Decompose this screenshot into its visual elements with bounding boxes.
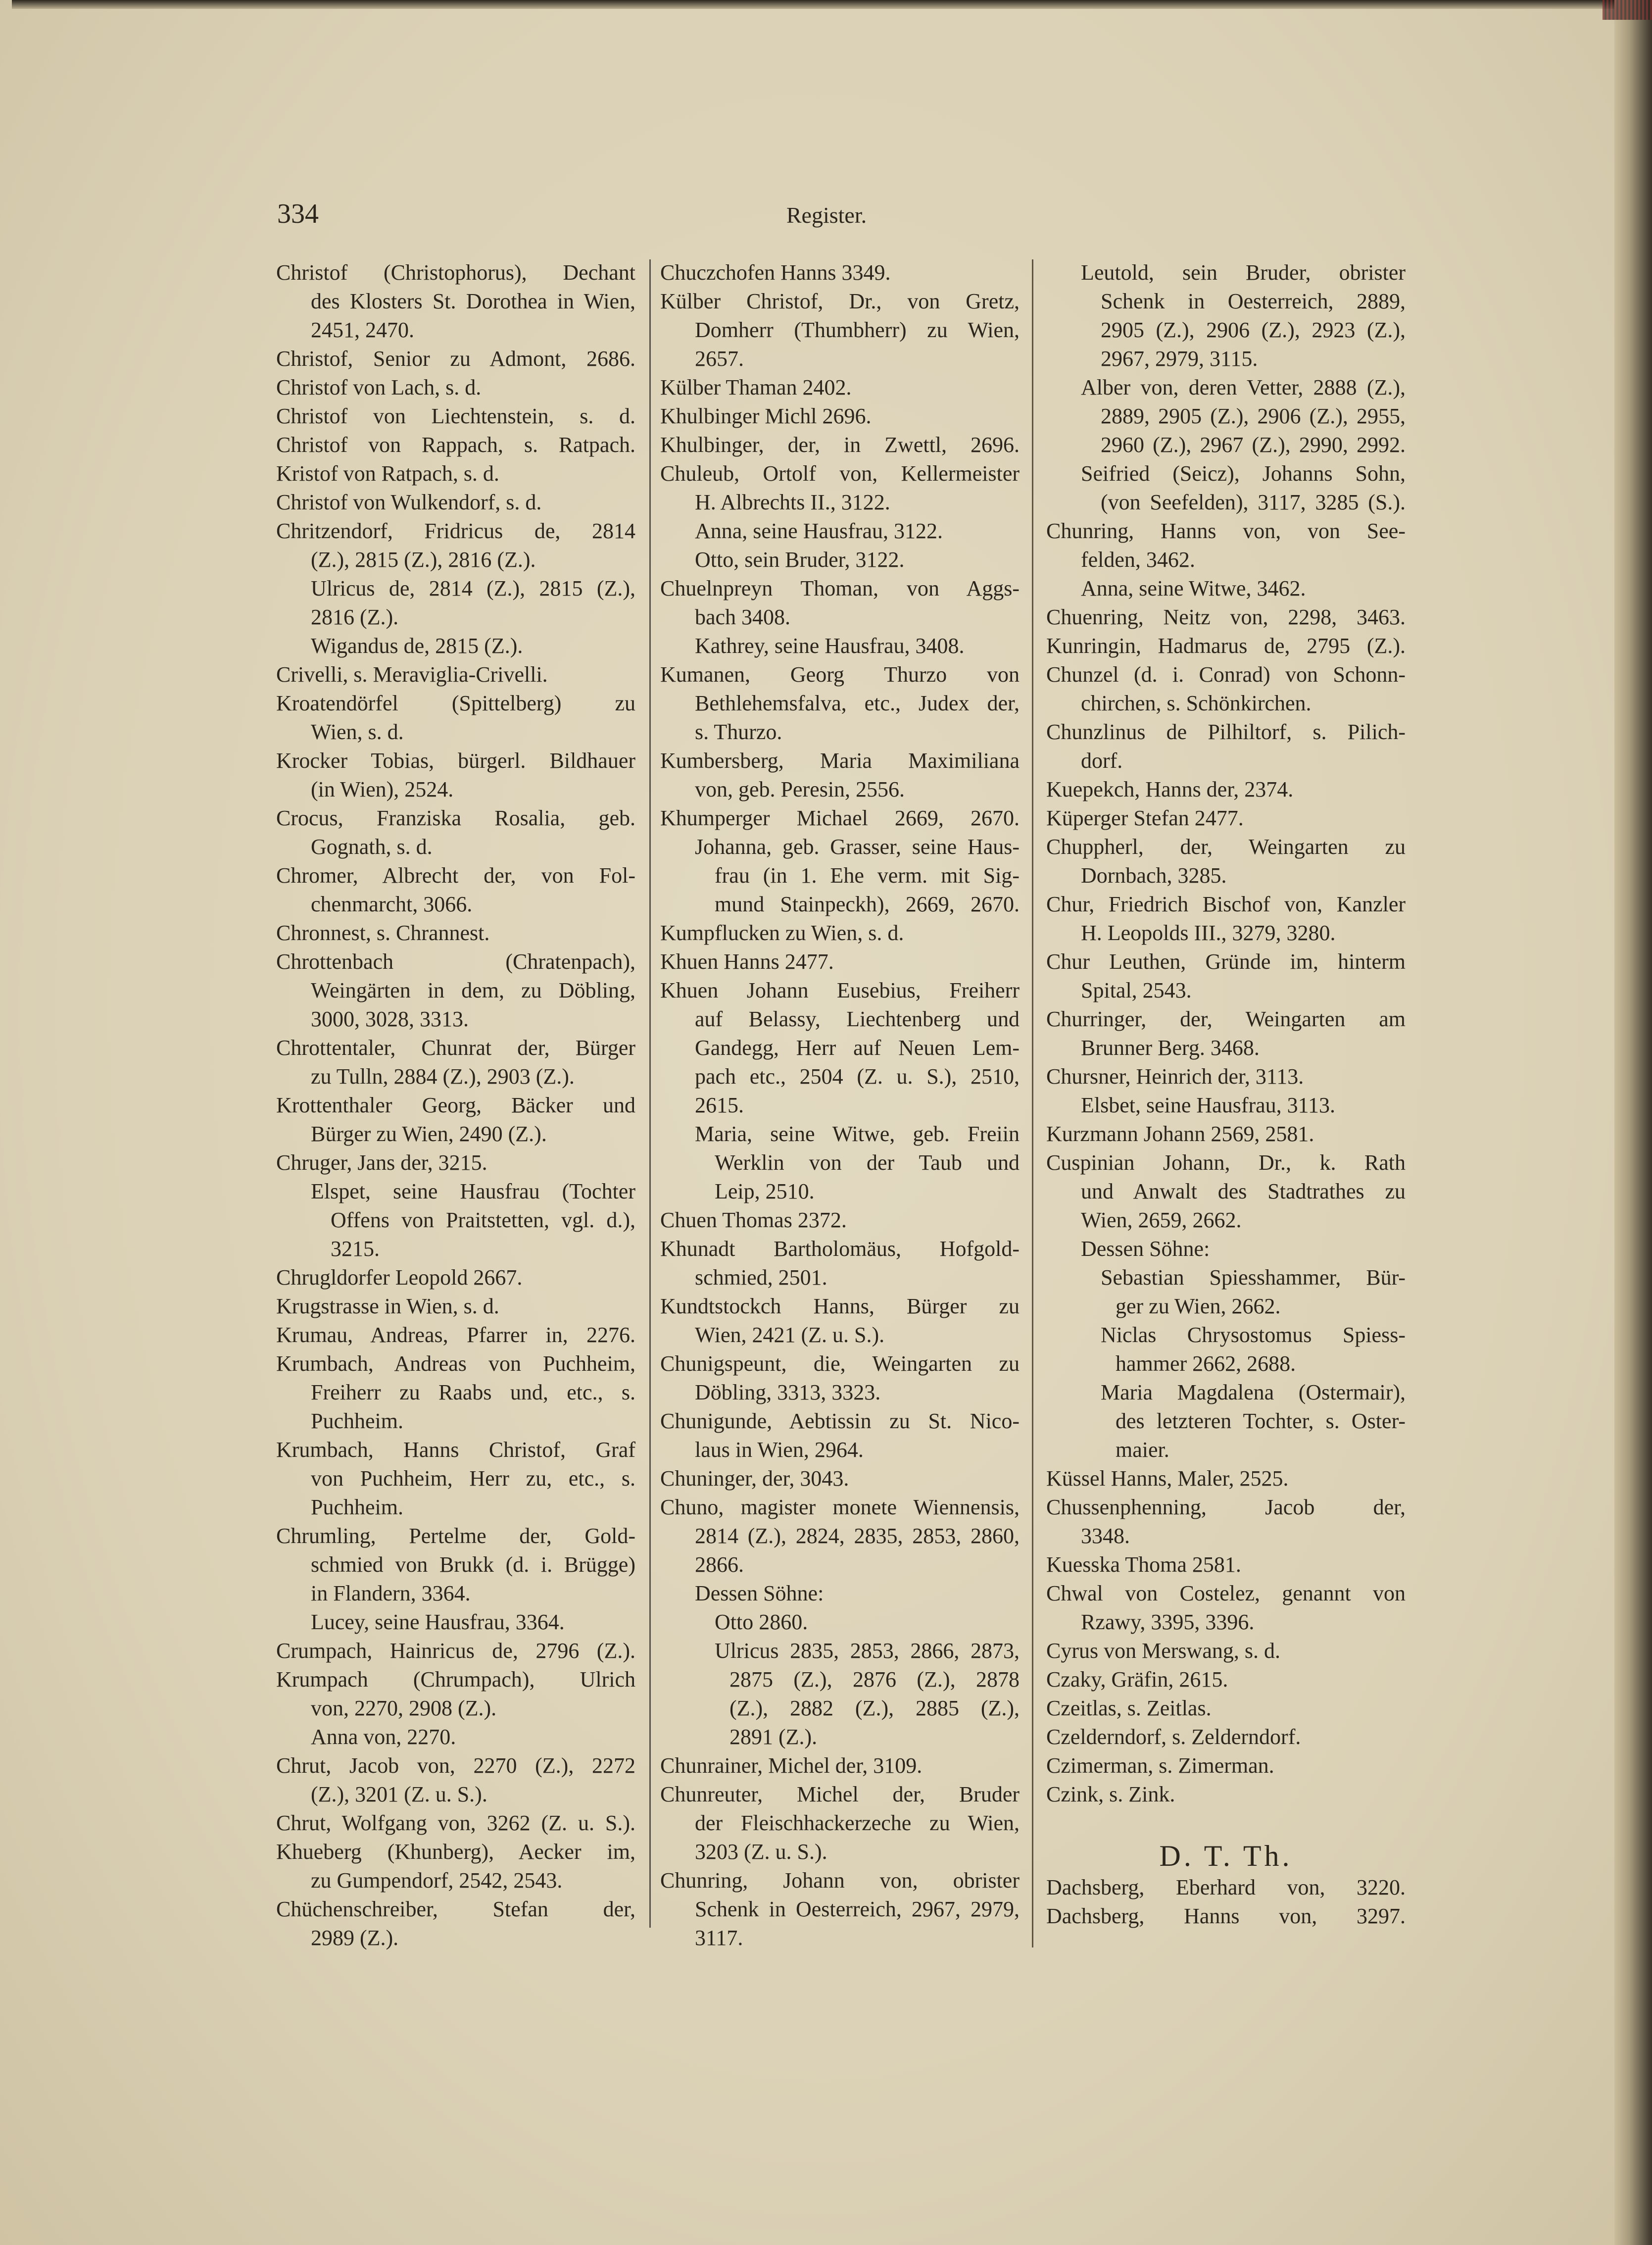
- register-entry-line: Christof, Senior zu Admont, 2686.: [276, 347, 635, 371]
- register-entry-line: Chur Leuthen, Gründe im, hinterm: [1046, 949, 1406, 974]
- register-entry-line: Chunring, Hanns von, von See-: [1046, 519, 1406, 543]
- running-head: Register.: [786, 202, 867, 228]
- register-entry-line: Czelderndorf, s. Zelderndorf.: [1046, 1725, 1301, 1749]
- page-number: 334: [277, 199, 319, 229]
- register-entry-line: Chunigunde, Aebtissin zu St. Nico-: [660, 1409, 1020, 1433]
- register-entry-line: Chruger, Jans der, 3215.: [276, 1150, 487, 1175]
- register-entry-line: Chussenphenning, Jacob der,: [1046, 1495, 1406, 1519]
- register-subentry-line: Gognath, s. d.: [311, 835, 433, 859]
- register-entry-line: Chur, Friedrich Bischof von, Kanzler: [1046, 892, 1406, 916]
- register-entry-line: Kumanen, Georg Thurzo von: [660, 662, 1020, 687]
- register-subentry-line: Anna, seine Witwe, 3462.: [1081, 576, 1306, 600]
- register-subentry-line: 3117.: [695, 1926, 743, 1950]
- register-subentry-line: Weingärten in dem, zu Döbling,: [311, 978, 635, 1002]
- register-entry-line: Cyrus von Merswang, s. d.: [1046, 1639, 1280, 1663]
- register-subentry-line: und Anwalt des Stadtrathes zu: [1081, 1179, 1406, 1203]
- register-entry-line: Crumpach, Hainricus de, 2796 (Z.).: [276, 1639, 635, 1663]
- register-entry-line: Khulbinger, der, in Zwettl, 2696.: [660, 433, 1020, 457]
- register-entry-line: Khuen Hanns 2477.: [660, 949, 834, 974]
- register-entry-line: Külber Christof, Dr., von Gretz,: [660, 289, 1020, 313]
- register-entry-line: Dachsberg, Hanns von, 3297.: [1046, 1904, 1406, 1928]
- register-subentry-line: Dessen Söhne:: [1081, 1237, 1210, 1261]
- register-subentry-line: Leip, 2510.: [715, 1179, 815, 1203]
- register-entry-line: Chuno, magister monete Wiennensis,: [660, 1495, 1020, 1519]
- register-column-3: [1046, 258, 1406, 1931]
- register-subentry-line: Rzawy, 3395, 3396.: [1081, 1610, 1255, 1634]
- register-subentry-line: von, 2270, 2908 (Z.).: [311, 1696, 497, 1720]
- register-entry-line: Cuspinian Johann, Dr., k. Rath: [1046, 1150, 1406, 1175]
- register-subentry-line: schmied, 2501.: [695, 1265, 827, 1290]
- register-entry-line: Czimerman, s. Zimerman.: [1046, 1753, 1274, 1778]
- register-subentry-line: Wigandus de, 2815 (Z.).: [311, 634, 523, 658]
- register-subentry-line: 3203 (Z. u. S.).: [695, 1840, 827, 1864]
- register-entry-line: Kroatendörfel (Spittelberg) zu: [276, 691, 635, 715]
- register-entry-line: Chritzendorf, Fridricus de, 2814: [276, 519, 635, 543]
- register-entry-line: Chunring, Johann von, obrister: [660, 1868, 1020, 1893]
- register-entry-line: Chuppherl, der, Weingarten zu: [1046, 835, 1406, 859]
- register-subentry-line: Bethlehemsfalva, etc., Judex der,: [695, 691, 1020, 715]
- column-rule-2: [1032, 259, 1033, 1947]
- register-subentry-line: Dornbach, 3285.: [1081, 863, 1227, 888]
- register-subentry-line: des Klosters St. Dorothea in Wien,: [311, 289, 635, 313]
- register-entry-line: Chrut, Jacob von, 2270 (Z.), 2272: [276, 1753, 635, 1778]
- register-entry-line: Chrumling, Pertelme der, Gold-: [276, 1524, 635, 1548]
- register-entry-line: Chunigspeunt, die, Weingarten zu: [660, 1351, 1020, 1376]
- register-entry-line: Chuczchofen Hanns 3349.: [660, 260, 891, 285]
- register-entry-line: Khunadt Bartholomäus, Hofgold-: [660, 1237, 1020, 1261]
- register-entry-line: Crocus, Franziska Rosalia, geb.: [276, 806, 635, 830]
- register-entry-line: Khuen Johann Eusebius, Freiherr: [660, 978, 1020, 1002]
- register-subentry-line: auf Belassy, Liechtenberg und: [695, 1007, 1020, 1031]
- register-subentry-line: H. Leopolds III., 3279, 3280.: [1081, 921, 1336, 945]
- register-entry-line: Krumpach (Chrumpach), Ulrich: [276, 1667, 635, 1692]
- register-entry-line: Krumbach, Andreas von Puchheim,: [276, 1351, 635, 1376]
- register-subentry-line: (Z.), 2815 (Z.), 2816 (Z.).: [311, 548, 536, 572]
- register-subentry-line: s. Thurzo.: [695, 720, 782, 744]
- register-subentry-line: Gandegg, Herr auf Neuen Lem-: [695, 1036, 1020, 1060]
- register-entry-line: Crivelli, s. Meraviglia-Crivelli.: [276, 662, 548, 687]
- register-subentry-line: Sebastian Spiesshammer, Bür-: [1101, 1265, 1406, 1290]
- register-subentry-line: Döbling, 3313, 3323.: [695, 1380, 881, 1404]
- register-subentry-line: Domherr (Thumbherr) zu Wien,: [695, 318, 1020, 342]
- register-subentry-line: Offens von Praitstetten, vgl. d.),: [331, 1208, 635, 1232]
- register-subentry-line: chirchen, s. Schönkirchen.: [1081, 691, 1312, 715]
- register-entry-line: Küperger Stefan 2477.: [1046, 806, 1244, 830]
- register-subentry-line: Lucey, seine Hausfrau, 3364.: [311, 1610, 565, 1634]
- register-subentry-line: in Flandern, 3364.: [311, 1581, 471, 1605]
- register-subentry-line: 2960 (Z.), 2967 (Z.), 2990, 2992.: [1101, 433, 1406, 457]
- register-subentry-line: zu Gumpendorf, 2542, 2543.: [311, 1868, 563, 1893]
- register-subentry-line: Wien, 2659, 2662.: [1081, 1208, 1242, 1232]
- register-subentry-line: 2814 (Z.), 2824, 2835, 2853, 2860,: [695, 1524, 1020, 1548]
- register-entry-line: Chromer, Albrecht der, von Fol-: [276, 863, 635, 888]
- register-subentry-line: Otto, sein Bruder, 3122.: [695, 548, 905, 572]
- register-entry-line: Christof (Christophorus), Dechant: [276, 260, 635, 285]
- register-subentry-line: Niclas Chrysostomus Spiess-: [1101, 1323, 1406, 1347]
- register-entry-line: Chuen Thomas 2372.: [660, 1208, 847, 1232]
- register-subentry-line: laus in Wien, 2964.: [695, 1438, 864, 1462]
- register-subentry-line: Puchheim.: [311, 1409, 403, 1433]
- register-subentry-line: Maria, seine Witwe, geb. Freiin: [695, 1122, 1020, 1146]
- register-subentry-line: felden, 3462.: [1081, 548, 1195, 572]
- register-entry-line: Krugstrasse in Wien, s. d.: [276, 1294, 499, 1318]
- register-entry-line: Krumbach, Hanns Christof, Graf: [276, 1438, 635, 1462]
- register-entry-line: Czeitlas, s. Zeitlas.: [1046, 1696, 1212, 1720]
- register-subentry-line: 2657.: [695, 347, 744, 371]
- page-right-edge: [1614, 0, 1652, 2245]
- register-entry-line: Czaky, Gräfin, 2615.: [1046, 1667, 1228, 1692]
- register-entry-line: Chuninger, der, 3043.: [660, 1466, 849, 1491]
- register-entry-line: Chrut, Wolfgang von, 3262 (Z. u. S.).: [276, 1811, 635, 1835]
- register-entry-line: Kumpflucken zu Wien, s. d.: [660, 921, 904, 945]
- register-subentry-line: Schenk in Oesterreich, 2967, 2979,: [695, 1897, 1020, 1921]
- register-subentry-line: Alber von, deren Vetter, 2888 (Z.),: [1081, 375, 1406, 399]
- register-entry-line: Christof von Lach, s. d.: [276, 375, 482, 399]
- register-subentry-line: Brunner Berg. 3468.: [1081, 1036, 1260, 1060]
- register-entry-line: Dachsberg, Eberhard von, 3220.: [1046, 1875, 1406, 1899]
- register-entry-line: Khueberg (Khunberg), Aecker im,: [276, 1840, 635, 1864]
- register-subentry-line: der Fleischhackerzeche zu Wien,: [695, 1811, 1020, 1835]
- register-entry-line: Külber Thaman 2402.: [660, 375, 852, 399]
- register-subentry-line: 2989 (Z.).: [311, 1926, 399, 1950]
- register-subentry-line: frau (in 1. Ehe verm. mit Sig-: [715, 863, 1020, 888]
- register-subentry-line: chenmarcht, 3066.: [311, 892, 473, 916]
- register-entry-line: Kurzmann Johann 2569, 2581.: [1046, 1122, 1314, 1146]
- register-subentry-line: ger zu Wien, 2662.: [1116, 1294, 1281, 1318]
- register-entry-line: Krumau, Andreas, Pfarrer in, 2276.: [276, 1323, 635, 1347]
- register-subentry-line: Spital, 2543.: [1081, 978, 1192, 1002]
- register-subentry-line: von, geb. Peresin, 2556.: [695, 777, 905, 801]
- register-column-1: [276, 258, 635, 1952]
- register-subentry-line: Dessen Söhne:: [695, 1581, 824, 1605]
- register-column-2: [660, 258, 1020, 1952]
- register-subentry-line: Anna von, 2270.: [311, 1725, 456, 1749]
- register-entry-line: Kuepekch, Hanns der, 2374.: [1046, 777, 1294, 801]
- register-subentry-line: maier.: [1116, 1438, 1169, 1462]
- register-subentry-line: Seifried (Seicz), Johanns Sohn,: [1081, 461, 1406, 486]
- register-entry-line: Chuleub, Ortolf von, Kellermeister: [660, 461, 1020, 486]
- register-subentry-line: 2967, 2979, 3115.: [1101, 347, 1258, 371]
- register-subentry-line: 2905 (Z.), 2906 (Z.), 2923 (Z.),: [1101, 318, 1406, 342]
- register-entry-line: Kuesska Thoma 2581.: [1046, 1552, 1241, 1577]
- register-subentry-line: Kathrey, seine Hausfrau, 3408.: [695, 634, 965, 658]
- register-subentry-line: 2889, 2905 (Z.), 2906 (Z.), 2955,: [1101, 404, 1406, 428]
- register-subentry-line: pach etc., 2504 (Z. u. S.), 2510,: [695, 1064, 1020, 1089]
- register-subentry-line: Otto 2860.: [715, 1610, 808, 1634]
- scan-color-bar: [1603, 0, 1652, 20]
- register-subentry-line: Freiherr zu Raabs und, etc., s.: [311, 1380, 635, 1404]
- register-entry-line: Kristof von Ratpach, s. d.: [276, 461, 499, 486]
- register-subentry-line: 2451, 2470.: [311, 318, 414, 342]
- register-subentry-line: zu Tulln, 2884 (Z.), 2903 (Z.).: [311, 1064, 575, 1089]
- register-subentry-line: Maria Magdalena (Ostermair),: [1101, 1380, 1406, 1404]
- register-subentry-line: H. Albrechts II., 3122.: [695, 490, 890, 514]
- register-entry-line: Churringer, der, Weingarten am: [1046, 1007, 1406, 1031]
- register-entry-line: Christof von Rappach, s. Ratpach.: [276, 433, 635, 457]
- register-entry-line: Chuenring, Neitz von, 2298, 3463.: [1046, 605, 1406, 629]
- register-entry-line: Kumbersberg, Maria Maximiliana: [660, 748, 1020, 773]
- register-entry-line: Khumperger Michael 2669, 2670.: [660, 806, 1020, 830]
- register-subentry-line: Ulricus 2835, 2853, 2866, 2873,: [715, 1639, 1020, 1663]
- register-subentry-line: Bürger zu Wien, 2490 (Z.).: [311, 1122, 547, 1146]
- register-subentry-line: Wien, 2421 (Z. u. S.).: [695, 1323, 885, 1347]
- register-entry-line: Chunreuter, Michel der, Bruder: [660, 1782, 1020, 1806]
- register-subentry-line: 2891 (Z.).: [729, 1725, 818, 1749]
- register-subentry-line: 2875 (Z.), 2876 (Z.), 2878: [729, 1667, 1020, 1692]
- register-entry-line: Chunzel (d. i. Conrad) von Schonn-: [1046, 662, 1406, 687]
- register-entry-line: Chüchenschreiber, Stefan der,: [276, 1897, 635, 1921]
- register-subentry-line: Werklin von der Taub und: [715, 1150, 1020, 1175]
- register-subentry-line: des letzteren Tochter, s. Oster-: [1116, 1409, 1406, 1433]
- register-subentry-line: (Z.), 3201 (Z. u. S.).: [311, 1782, 487, 1806]
- register-subentry-line: 2615.: [695, 1093, 744, 1117]
- register-entry-line: Christof von Wulkendorf, s. d.: [276, 490, 542, 514]
- scan-top-edge: [12, 0, 1614, 9]
- register-subentry-line: Anna, seine Hausfrau, 3122.: [695, 519, 943, 543]
- register-subentry-line: Schenk in Oesterreich, 2889,: [1101, 289, 1406, 313]
- register-subentry-line: Elspet, seine Hausfrau (Tochter: [311, 1179, 635, 1203]
- register-subentry-line: (in Wien), 2524.: [311, 777, 454, 801]
- register-subentry-line: (Z.), 2882 (Z.), 2885 (Z.),: [729, 1696, 1020, 1720]
- register-entry-line: Chronnest, s. Chrannest.: [276, 921, 490, 945]
- register-subentry-line: 3000, 3028, 3313.: [311, 1007, 469, 1031]
- register-subentry-line: Ulricus de, 2814 (Z.), 2815 (Z.),: [311, 576, 635, 600]
- register-entry-line: Chrottenbach (Chratenpach),: [276, 949, 635, 974]
- register-entry-line: Chunzlinus de Pilhiltorf, s. Pilich-: [1046, 720, 1406, 744]
- register-subentry-line: 2866.: [695, 1552, 744, 1577]
- register-entry-line: Chwal von Costelez, genannt von: [1046, 1581, 1406, 1605]
- register-subentry-line: bach 3408.: [695, 605, 791, 629]
- register-subentry-line: Wien, s. d.: [311, 720, 404, 744]
- register-entry-line: Chrugldorfer Leopold 2667.: [276, 1265, 523, 1290]
- register-subentry-line: mund Stainpeckh), 2669, 2670.: [715, 892, 1020, 916]
- register-subentry-line: (von Seefelden), 3117, 3285 (S.).: [1101, 490, 1406, 514]
- register-entry-line: Krottenthaler Georg, Bäcker und: [276, 1093, 635, 1117]
- register-subentry-line: schmied von Brukk (d. i. Brügge): [311, 1552, 635, 1577]
- column-rule-1: [649, 259, 651, 1928]
- register-entry-line: Kunringin, Hadmarus de, 2795 (Z.).: [1046, 634, 1406, 658]
- register-entry-line: Küssel Hanns, Maler, 2525.: [1046, 1466, 1289, 1491]
- register-subentry-line: dorf.: [1081, 748, 1123, 773]
- register-subentry-line: Puchheim.: [311, 1495, 403, 1519]
- register-entry-line: Chursner, Heinrich der, 3113.: [1046, 1064, 1304, 1089]
- register-subentry-line: Leutold, sein Bruder, obrister: [1081, 260, 1406, 285]
- register-entry-line: Kundtstockch Hanns, Bürger zu: [660, 1294, 1020, 1318]
- register-subentry-line: 3215.: [331, 1237, 380, 1261]
- register-subentry-line: 2816 (Z.).: [311, 605, 399, 629]
- register-subentry-line: hammer 2662, 2688.: [1116, 1351, 1296, 1376]
- register-subentry-line: von Puchheim, Herr zu, etc., s.: [311, 1466, 635, 1491]
- register-entry-line: Khulbinger Michl 2696.: [660, 404, 872, 428]
- register-entry-line: Czink, s. Zink.: [1046, 1782, 1175, 1806]
- register-entry-line: Chrottentaler, Chunrat der, Bürger: [276, 1036, 635, 1060]
- register-entry-line: Chunrainer, Michel der, 3109.: [660, 1753, 923, 1778]
- register-entry-line: Krocker Tobias, bürgerl. Bildhauer: [276, 748, 635, 773]
- register-subentry-line: Elsbet, seine Hausfrau, 3113.: [1081, 1093, 1336, 1117]
- register-subentry-line: Johanna, geb. Grasser, seine Haus-: [695, 835, 1020, 859]
- register-entry-line: Christof von Liechtenstein, s. d.: [276, 404, 635, 428]
- section-heading: D. T. Th.: [1159, 1840, 1293, 1872]
- register-entry-line: Chuelnpreyn Thoman, von Aggs-: [660, 576, 1020, 600]
- register-subentry-line: 3348.: [1081, 1524, 1130, 1548]
